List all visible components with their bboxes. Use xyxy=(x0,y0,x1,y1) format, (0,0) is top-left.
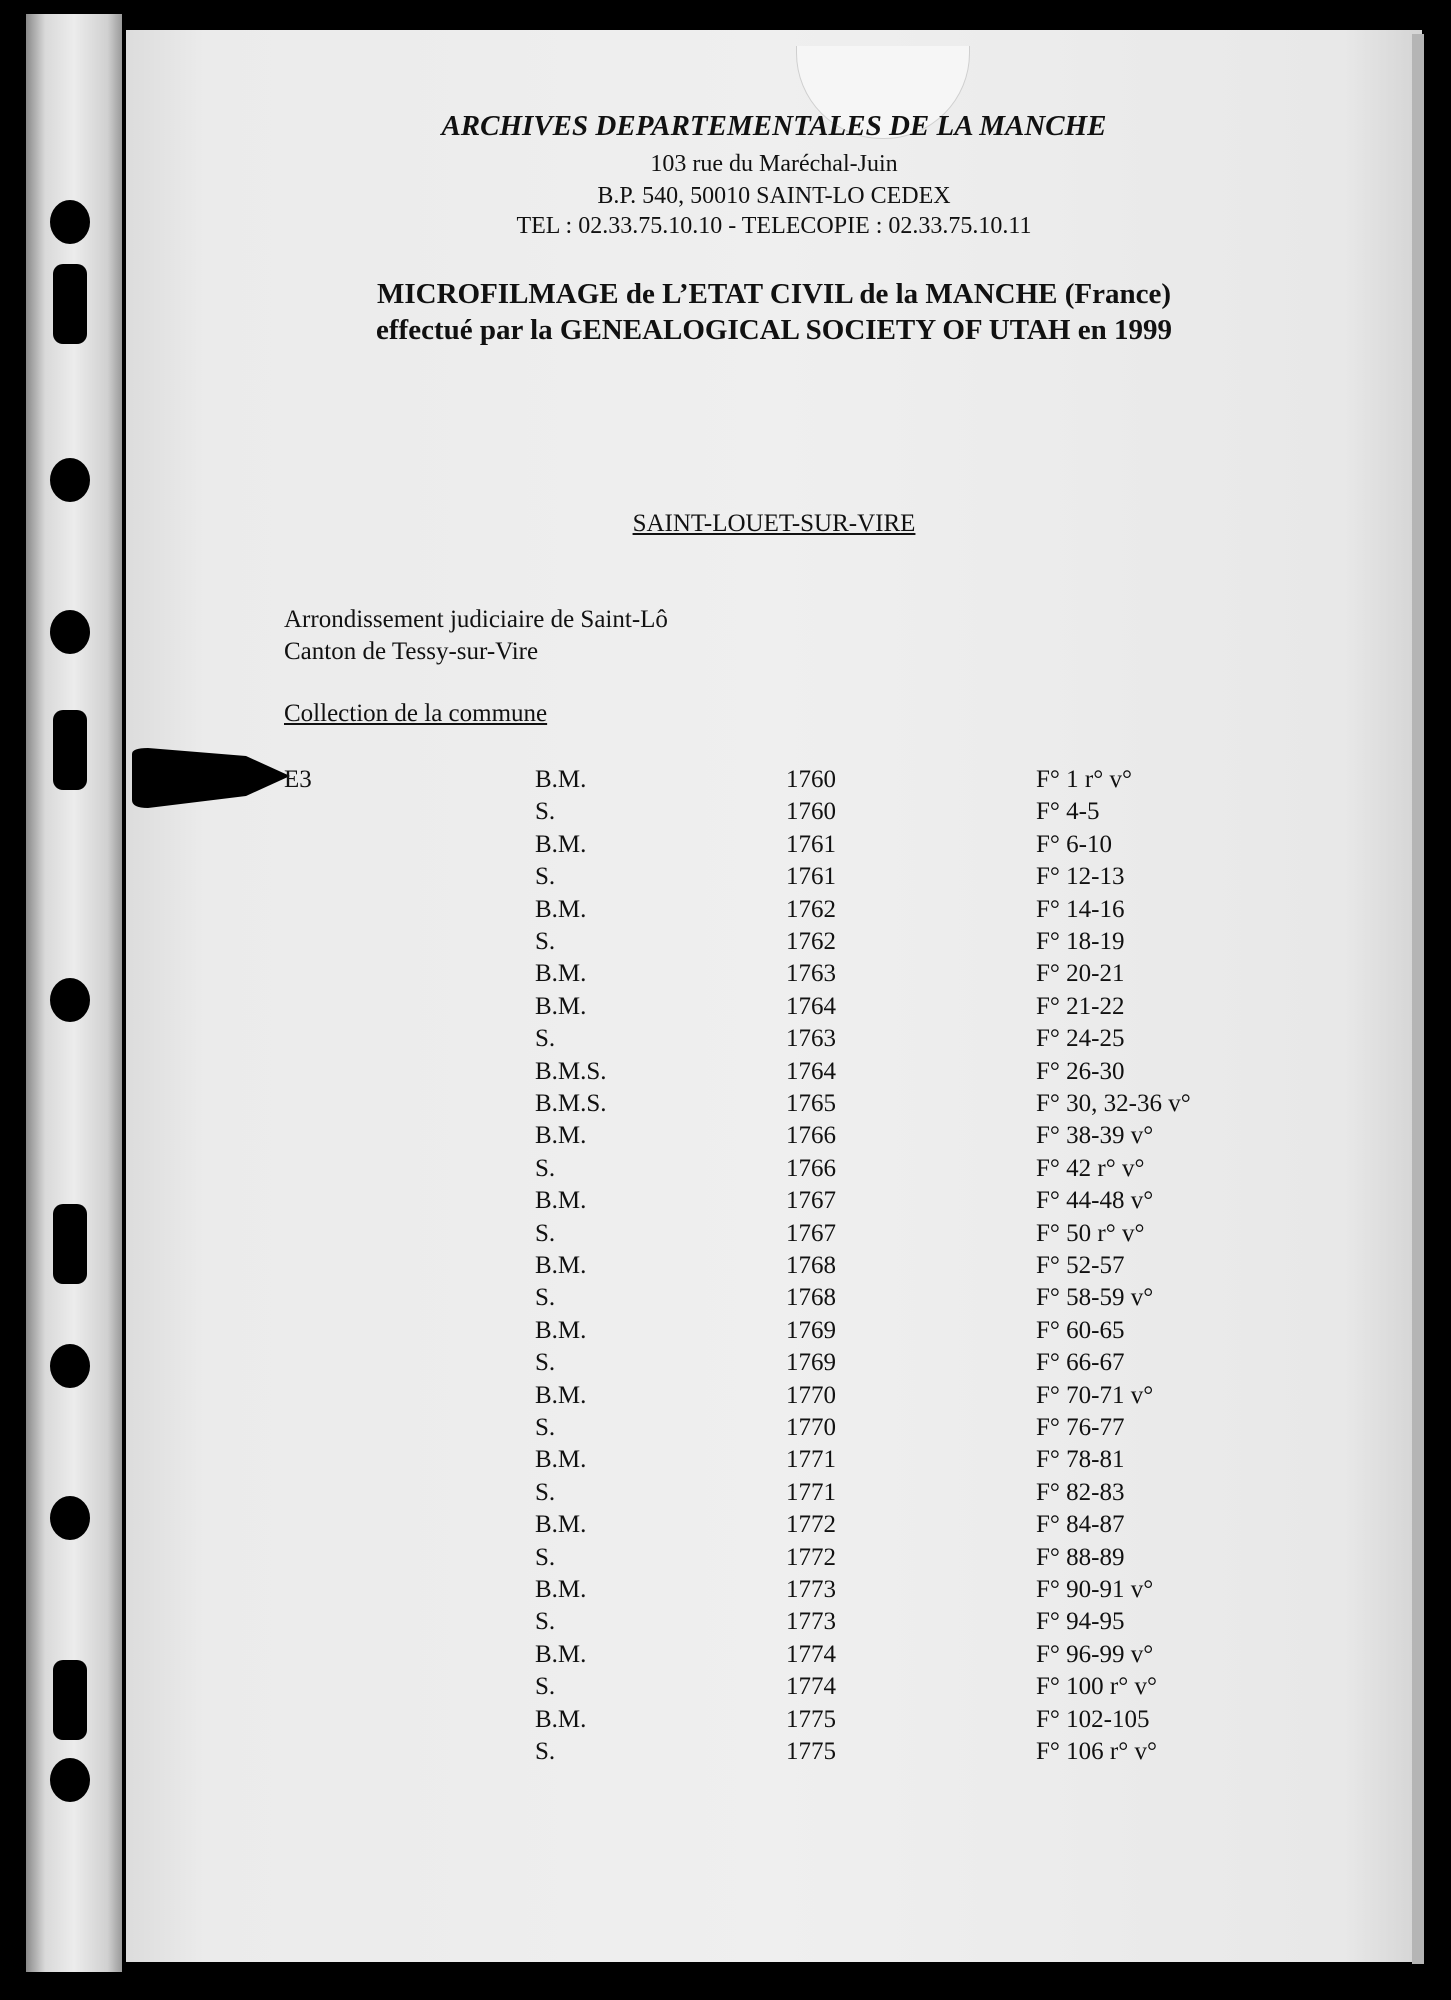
record-folio: F° 52-57 xyxy=(1036,1252,1125,1279)
record-folio: F° 84-87 xyxy=(1036,1511,1125,1539)
punch-hole xyxy=(50,610,90,654)
record-year: 1769 xyxy=(786,1316,836,1344)
document-title-line2: effectué par la GENEALOGICAL SOCIETY OF UTAH en 1999 xyxy=(376,314,1172,346)
canton-line: Canton de Tessy-sur-Vire xyxy=(284,638,539,665)
address-street: 103 rue du Maréchal-Juin xyxy=(650,151,898,177)
record-year: 1768 xyxy=(786,1252,836,1279)
record-type: S. xyxy=(535,1608,556,1636)
record-type: S. xyxy=(535,1673,556,1701)
record-year: 1763 xyxy=(786,960,836,988)
record-year: 1768 xyxy=(786,1284,836,1312)
record-type: S. xyxy=(535,1219,556,1247)
punch-hole xyxy=(50,1758,90,1802)
record-folio: F° 1 r° v° xyxy=(1036,766,1132,793)
record-type: S. xyxy=(535,798,556,826)
record-folio: F° 6-10 xyxy=(1036,830,1112,858)
record-type: B.M. xyxy=(535,1187,587,1215)
punch-hole xyxy=(50,1344,90,1388)
record-year: 1764 xyxy=(786,992,836,1020)
record-type: S. xyxy=(535,1414,556,1441)
record-folio: F° 20-21 xyxy=(1036,960,1125,988)
cote-label: E3 xyxy=(284,766,312,793)
record-folio: F° 78-81 xyxy=(1036,1446,1125,1474)
record-type: B.M. xyxy=(535,960,587,988)
punch-hole xyxy=(53,264,87,344)
record-year: 1764 xyxy=(786,1057,836,1085)
record-folio: F° 38-39 v° xyxy=(1036,1122,1154,1150)
record-folio: F° 26-30 xyxy=(1036,1057,1125,1085)
record-type: B.M.S. xyxy=(535,1057,607,1085)
record-type: B.M. xyxy=(535,1122,587,1150)
record-year: 1767 xyxy=(786,1187,836,1215)
record-type: S. xyxy=(535,1284,556,1312)
record-type: B.M. xyxy=(535,1640,587,1668)
record-folio: F° 42 r° v° xyxy=(1036,1154,1145,1182)
record-year: 1762 xyxy=(786,895,836,923)
record-type: S. xyxy=(535,1543,556,1571)
record-folio: F° 18-19 xyxy=(1036,928,1125,955)
record-type: B.M. xyxy=(535,1381,587,1409)
record-folio: F° 102-105 xyxy=(1036,1705,1150,1733)
address-postal: B.P. 540, 50010 SAINT-LO CEDEX xyxy=(597,183,951,209)
record-year: 1771 xyxy=(786,1478,836,1506)
record-year: 1774 xyxy=(786,1640,836,1668)
record-type: S. xyxy=(535,928,556,955)
collection-heading: Collection de la commune xyxy=(284,700,548,727)
document-title-line1: MICROFILMAGE de L’ETAT CIVIL de la MANCHE (France) xyxy=(376,278,1172,310)
record-folio: F° 90-91 v° xyxy=(1036,1576,1154,1603)
punch-hole xyxy=(50,978,90,1022)
record-type: S. xyxy=(535,1025,556,1053)
record-folio: F° 12-13 xyxy=(1036,863,1125,891)
record-folio: F° 30, 32-36 v° xyxy=(1036,1090,1191,1117)
record-type: B.M. xyxy=(535,1705,587,1733)
commune-heading: SAINT-LOUET-SUR-VIRE xyxy=(632,510,916,537)
punch-hole xyxy=(50,458,90,502)
record-type: B.M. xyxy=(535,895,587,923)
record-type: S. xyxy=(535,1349,556,1377)
punch-hole xyxy=(50,200,90,244)
record-year: 1775 xyxy=(786,1738,836,1765)
record-year: 1771 xyxy=(786,1446,836,1474)
punch-hole xyxy=(53,1204,87,1284)
record-year: 1775 xyxy=(786,1705,836,1733)
pointer-arrow-icon xyxy=(128,746,294,810)
record-type: S. xyxy=(535,863,556,891)
record-year: 1765 xyxy=(786,1090,836,1117)
record-type: B.M. xyxy=(535,766,587,793)
record-folio: F° 82-83 xyxy=(1036,1478,1125,1506)
record-year: 1763 xyxy=(786,1025,836,1053)
record-type: B.M. xyxy=(535,1316,587,1344)
record-type: B.M. xyxy=(535,1446,587,1474)
record-year: 1761 xyxy=(786,830,836,858)
record-year: 1761 xyxy=(786,863,836,891)
record-folio: F° 94-95 xyxy=(1036,1608,1125,1636)
record-folio: F° 14-16 xyxy=(1036,895,1125,923)
record-type: S. xyxy=(535,1478,556,1506)
record-type: S. xyxy=(535,1738,556,1765)
record-type: B.M. xyxy=(535,1511,587,1539)
record-year: 1770 xyxy=(786,1381,836,1409)
record-year: 1760 xyxy=(786,798,836,826)
record-folio: F° 88-89 xyxy=(1036,1543,1125,1571)
arrondissement-line: Arrondissement judiciaire de Saint-Lô xyxy=(284,606,668,633)
record-folio: F° 60-65 xyxy=(1036,1316,1125,1344)
contact-line: TEL : 02.33.75.10.10 - TELECOPIE : 02.33.75.10.11 xyxy=(516,213,1032,239)
record-type: B.M. xyxy=(535,830,587,858)
record-folio: F° 106 r° v° xyxy=(1036,1738,1157,1765)
record-year: 1769 xyxy=(786,1349,836,1377)
record-type: S. xyxy=(535,1154,556,1182)
record-year: 1767 xyxy=(786,1219,836,1247)
record-folio: F° 21-22 xyxy=(1036,992,1125,1020)
record-folio: F° 50 r° v° xyxy=(1036,1219,1145,1247)
punch-hole xyxy=(53,1660,87,1740)
record-year: 1773 xyxy=(786,1608,836,1636)
record-year: 1774 xyxy=(786,1673,836,1701)
record-type: B.M. xyxy=(535,1252,587,1279)
record-folio: F° 4-5 xyxy=(1036,798,1100,826)
record-type: B.M. xyxy=(535,1576,587,1603)
record-year: 1773 xyxy=(786,1576,836,1603)
punch-hole xyxy=(50,1496,90,1540)
record-year: 1770 xyxy=(786,1414,836,1441)
record-year: 1766 xyxy=(786,1154,836,1182)
record-year: 1772 xyxy=(786,1543,836,1571)
record-year: 1772 xyxy=(786,1511,836,1539)
record-type: B.M. xyxy=(535,992,587,1020)
record-folio: F° 44-48 v° xyxy=(1036,1187,1154,1215)
record-folio: F° 76-77 xyxy=(1036,1414,1125,1441)
record-year: 1762 xyxy=(786,928,836,955)
record-folio: F° 66-67 xyxy=(1036,1349,1125,1377)
record-folio: F° 96-99 v° xyxy=(1036,1640,1154,1668)
record-year: 1766 xyxy=(786,1122,836,1150)
record-type: B.M.S. xyxy=(535,1090,607,1117)
record-folio: F° 24-25 xyxy=(1036,1025,1125,1053)
punch-hole xyxy=(53,710,87,790)
record-year: 1760 xyxy=(786,766,836,793)
record-folio: F° 100 r° v° xyxy=(1036,1673,1157,1701)
record-folio: F° 70-71 v° xyxy=(1036,1381,1154,1409)
institution-name: ARCHIVES DEPARTEMENTALES DE LA MANCHE xyxy=(441,110,1107,142)
record-folio: F° 58-59 v° xyxy=(1036,1284,1154,1312)
